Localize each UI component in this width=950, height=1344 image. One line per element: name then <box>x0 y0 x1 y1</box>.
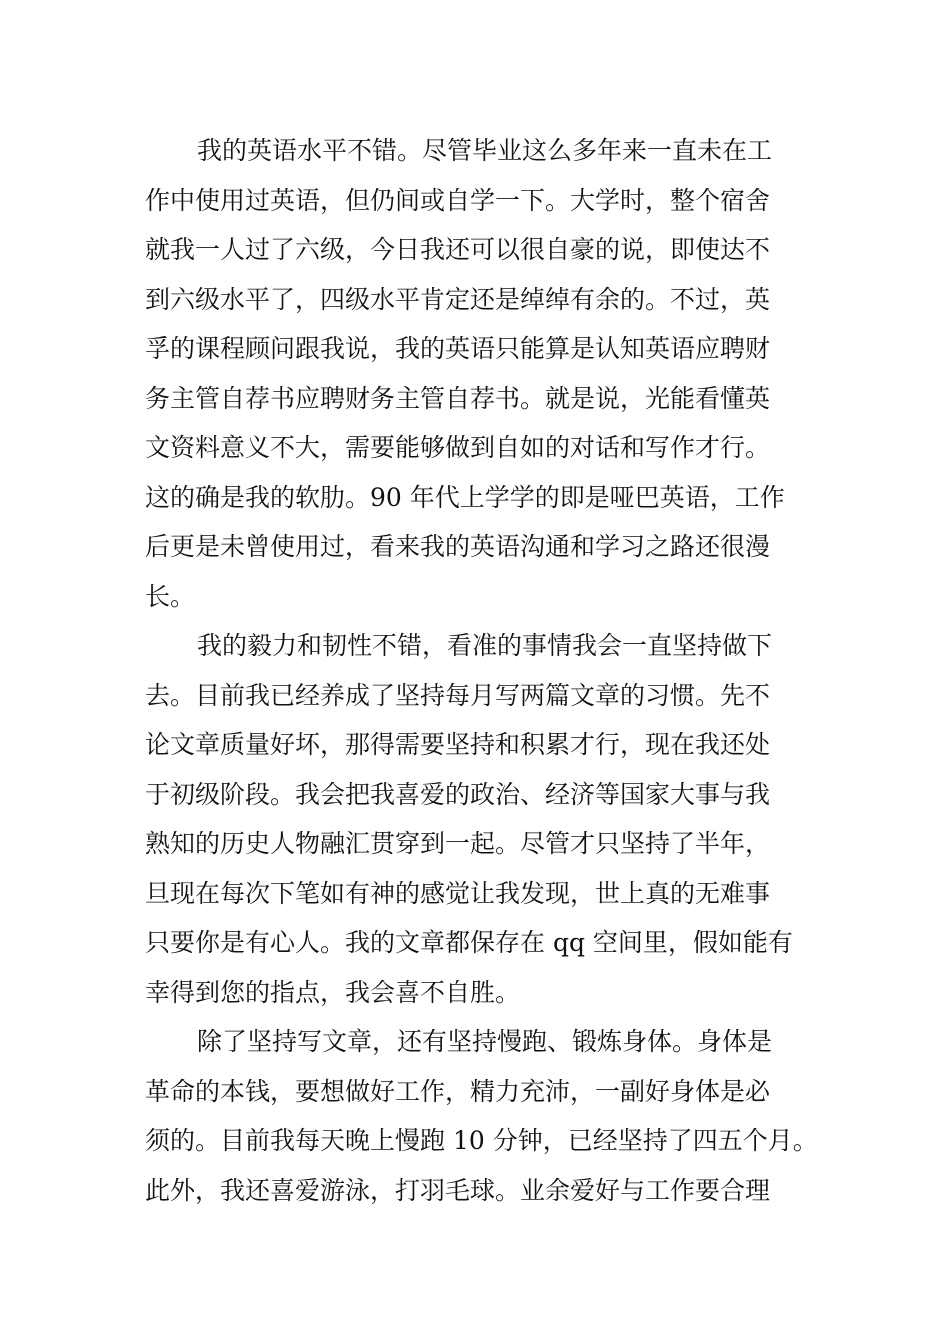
paragraph-2-line-3: 论文章质量好坏，那得需要坚持和积累才行，现在我还处 <box>145 730 771 759</box>
paragraph-1-line-2: 作中使用过英语，但仍间或自学一下。大学时，整个宿舍 <box>145 185 771 215</box>
paragraph-1-line-6: 务主管自荐书应聘财务主管自荐书。就是说，光能看懂英 <box>145 383 771 413</box>
paragraph-2-line-5: 熟知的历史人物融汇贯穿到一起。尽管才只坚持了半年， <box>145 829 771 858</box>
paragraph-3-line-3: 须的。目前我每天晚上慢跑 10 分钟，已经坚持了四五个月。 <box>145 1126 818 1155</box>
paragraph-1-line-9: 后更是未曾使用过，看来我的英语沟通和学习之路还很漫 <box>145 532 771 561</box>
paragraph-2-line-7: 只要你是有心人。我的文章都保存在 qq 空间里，假如能有 <box>145 928 793 957</box>
paragraph-3-line-2: 革命的本钱，要想做好工作，精力充沛，一副好身体是必 <box>145 1076 771 1106</box>
paragraph-1-line-1: 我的英语水平不错。尽管毕业这么多年来一直未在工 <box>197 136 773 165</box>
paragraph-3-line-4: 此外，我还喜爱游泳，打羽毛球。业余爱好与工作要合理 <box>145 1175 771 1205</box>
paragraph-2-line-6: 旦现在每次下笔如有神的感觉让我发现，世上真的无难事 <box>145 878 771 908</box>
paragraph-2-line-1: 我的毅力和韧性不错，看准的事情我会一直坚持做下 <box>197 631 773 660</box>
paragraph-2-line-8: 幸得到您的指点，我会喜不自胜。 <box>145 977 521 1007</box>
paragraph-1-line-5: 孚的课程顾问跟我说，我的英语只能算是认知英语应聘财 <box>145 334 771 363</box>
paragraph-2-line-2: 去。目前我已经养成了坚持每月写两篇文章的习惯。先不 <box>145 680 771 710</box>
paragraph-3-line-1: 除了坚持写文章，还有坚持慢跑、锻炼身体。身体是 <box>197 1027 773 1056</box>
paragraph-1-line-3: 就我一人过了六级，今日我还可以很自豪的说，即使达不 <box>145 235 771 264</box>
paragraph-1-line-10: 长。 <box>145 581 196 611</box>
paragraph-1-line-4: 到六级水平了，四级水平肯定还是绰绰有余的。不过，英 <box>145 284 771 314</box>
document-body <box>145 126 818 1215</box>
paragraph-1-line-7: 文资料意义不大，需要能够做到自如的对话和写作才行。 <box>145 433 771 462</box>
paragraph-1-line-8: 这的确是我的软肋。90 年代上学学的即是哑巴英语，工作 <box>145 482 785 512</box>
paragraph-2-line-4: 于初级阶段。我会把我喜爱的政治、经济等国家大事与我 <box>145 779 771 809</box>
